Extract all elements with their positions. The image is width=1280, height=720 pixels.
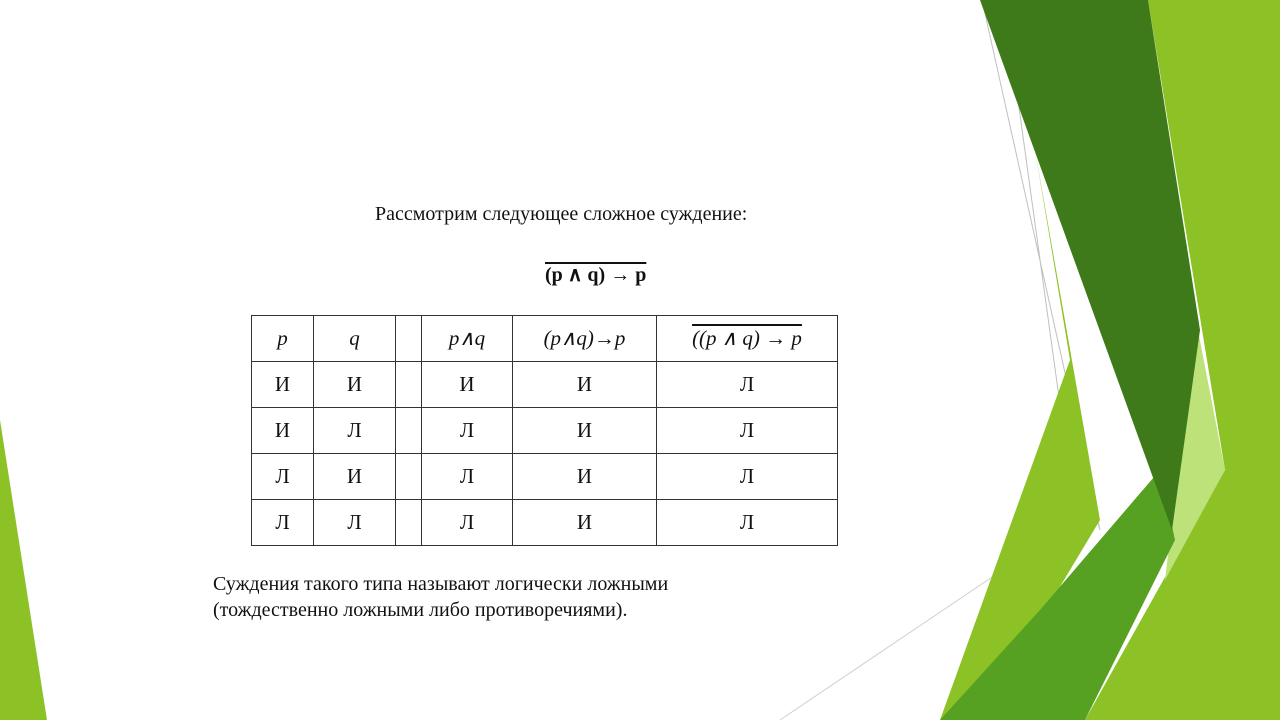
table-cell: Л	[422, 454, 513, 500]
conclusion-line-2: (тождественно ложными либо противоречиями).	[213, 599, 628, 621]
table-cell: И	[513, 362, 657, 408]
table-cell: Л	[422, 408, 513, 454]
header-p-and-q: p∧q	[422, 316, 513, 362]
table-row	[252, 362, 838, 408]
table-cell: Л	[657, 362, 838, 408]
formula-expression: (p ∧ q) → p	[545, 264, 647, 286]
table-cell: Л	[657, 454, 838, 500]
formula	[545, 262, 646, 287]
table-cell: Л	[252, 454, 314, 500]
lime-shape-left	[0, 420, 47, 720]
table-cell: Л	[252, 500, 314, 546]
table-cell: Л	[314, 408, 396, 454]
table-cell: Л	[657, 500, 838, 546]
table-cell: И	[513, 408, 657, 454]
table-cell: И	[252, 408, 314, 454]
header-negation	[657, 316, 838, 362]
table-cell	[396, 500, 422, 546]
header-p: p	[252, 316, 314, 362]
table-cell	[396, 408, 422, 454]
table-cell: И	[513, 454, 657, 500]
conclusion-text	[213, 571, 668, 623]
table-row	[252, 408, 838, 454]
header-implication: (p∧q)→p	[513, 316, 657, 362]
header-negation-text: ((p ∧ q) → p	[692, 326, 802, 350]
table-cell: И	[422, 362, 513, 408]
header-empty	[396, 316, 422, 362]
intro-text: Рассмотрим следующее сложное суждение:	[375, 203, 748, 225]
table-cell: И	[314, 454, 396, 500]
table-cell: Л	[657, 408, 838, 454]
table-header-row	[252, 316, 838, 362]
conclusion-line-1: Суждения такого типа называют логически ложными	[213, 573, 669, 595]
truth-table	[251, 315, 838, 546]
table-cell: И	[252, 362, 314, 408]
table-cell: Л	[314, 500, 396, 546]
header-q: q	[314, 316, 396, 362]
table-cell	[396, 454, 422, 500]
table-cell	[396, 362, 422, 408]
table-cell: И	[513, 500, 657, 546]
table-cell: Л	[422, 500, 513, 546]
table-row	[252, 454, 838, 500]
table-row	[252, 500, 838, 546]
table-cell: И	[314, 362, 396, 408]
